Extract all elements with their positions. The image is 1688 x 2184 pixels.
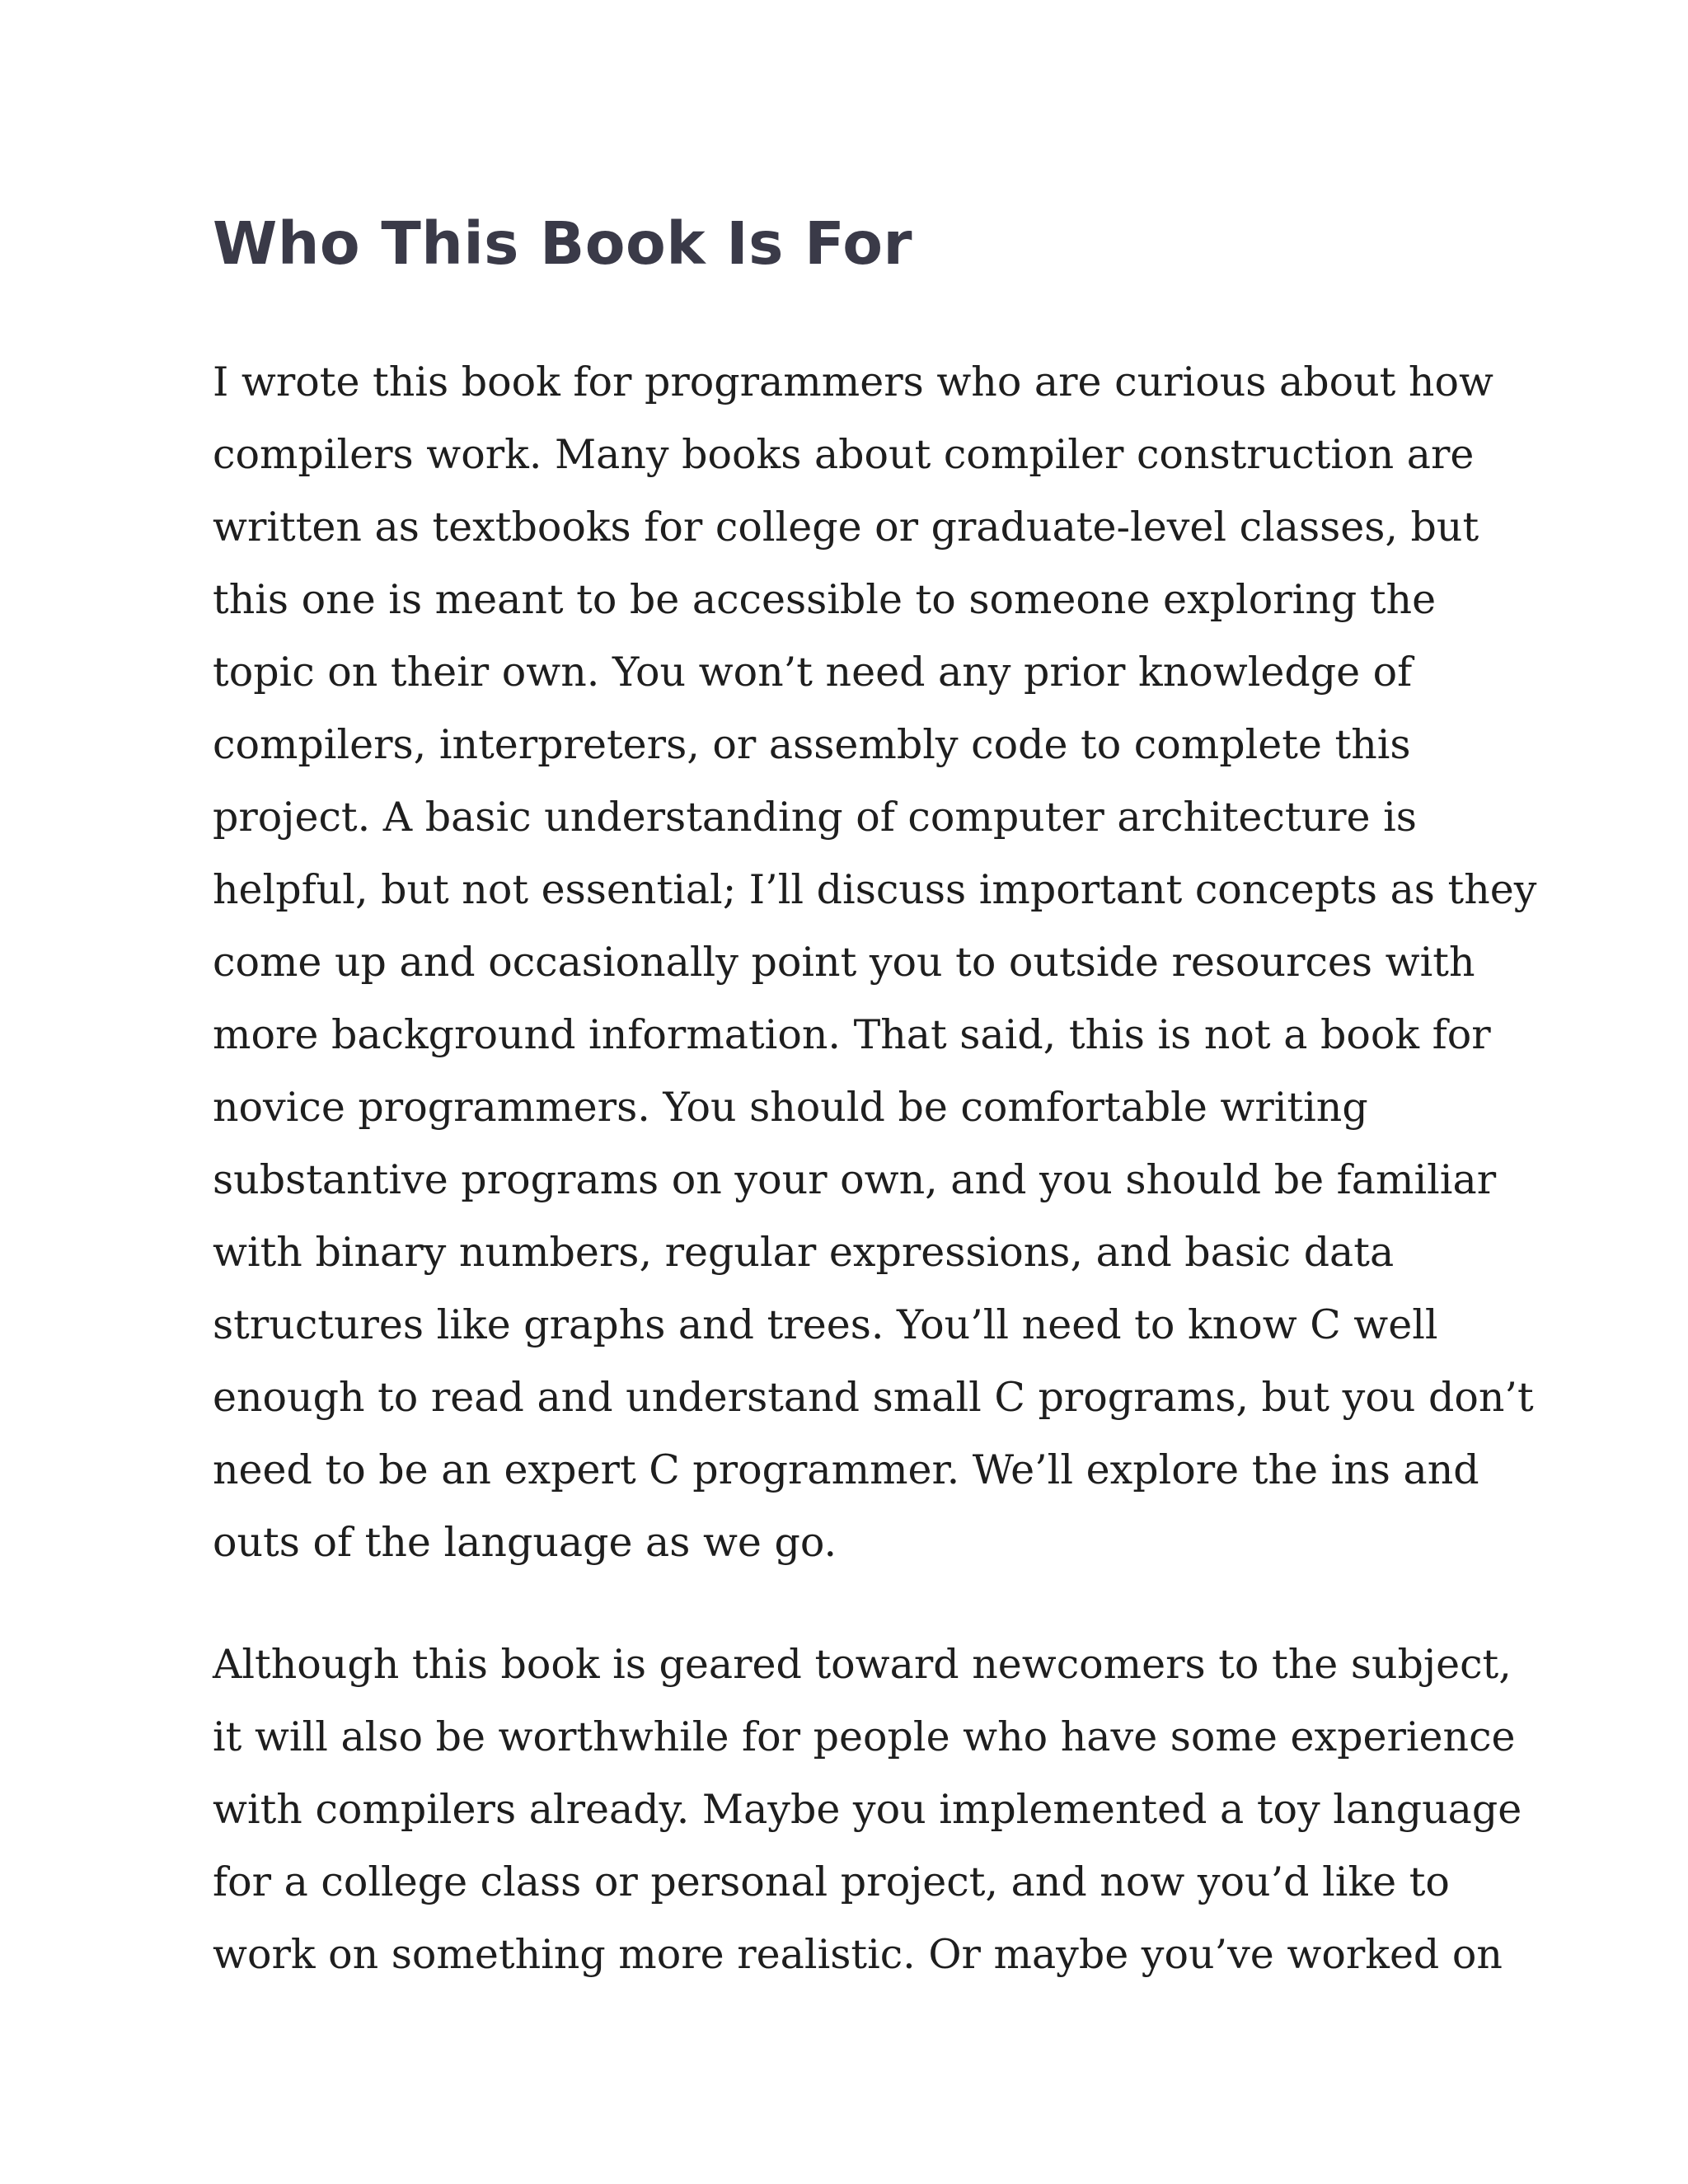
text-line: helpful, but not essential; I’ll discuss important concepts as they: [213, 866, 1537, 913]
text-line: substantive programs on your own, and you should be familiar: [213, 1156, 1497, 1203]
text-line: it will also be worthwhile for people who have some experience: [213, 1713, 1516, 1760]
text-line: compilers, interpreters, or assembly code to complete this: [213, 721, 1411, 768]
text-line: enough to read and understand small C programs, but you don’t: [213, 1374, 1534, 1421]
text-line: work on something more realistic. Or maybe you’ve worked on: [213, 1931, 1503, 1978]
text-line: with binary numbers, regular expressions, and basic data: [213, 1229, 1395, 1276]
paragraph-experienced-readers: [213, 1629, 1522, 1991]
text-line: novice programmers. You should be comfortable writing: [213, 1084, 1368, 1131]
text-line: structures like graphs and trees. You’ll need to know C well: [213, 1301, 1438, 1348]
text-line: more background information. That said, this is not a book for: [213, 1011, 1491, 1058]
text-line: need to be an expert C programmer. We’ll explore the ins and: [213, 1446, 1479, 1493]
text-line: outs of the language as we go.: [213, 1519, 837, 1566]
text-line: this one is meant to be accessible to someone exploring the: [213, 576, 1437, 623]
text-line: project. A basic understanding of computer architecture is: [213, 794, 1417, 841]
text-line: with compilers already. Maybe you implemented a toy language: [213, 1786, 1522, 1833]
section-heading: Who This Book Is For: [213, 209, 913, 278]
text-line: for a college class or personal project, and now you’d like to: [213, 1858, 1450, 1905]
text-line: come up and occasionally point you to outside resources with: [213, 939, 1475, 986]
paragraph-intended-audience: [213, 346, 1537, 1579]
text-line: I wrote this book for programmers who are curious about how: [213, 359, 1493, 405]
text-line: written as textbooks for college or graduate-level classes, but: [213, 504, 1479, 551]
document-page: [213, 206, 1537, 1991]
text-line: Although this book is geared toward newcomers to the subject,: [213, 1641, 1512, 1688]
text-line: topic on their own. You won’t need any prior knowledge of: [213, 649, 1413, 696]
text-line: compilers work. Many books about compiler construction are: [213, 431, 1475, 478]
